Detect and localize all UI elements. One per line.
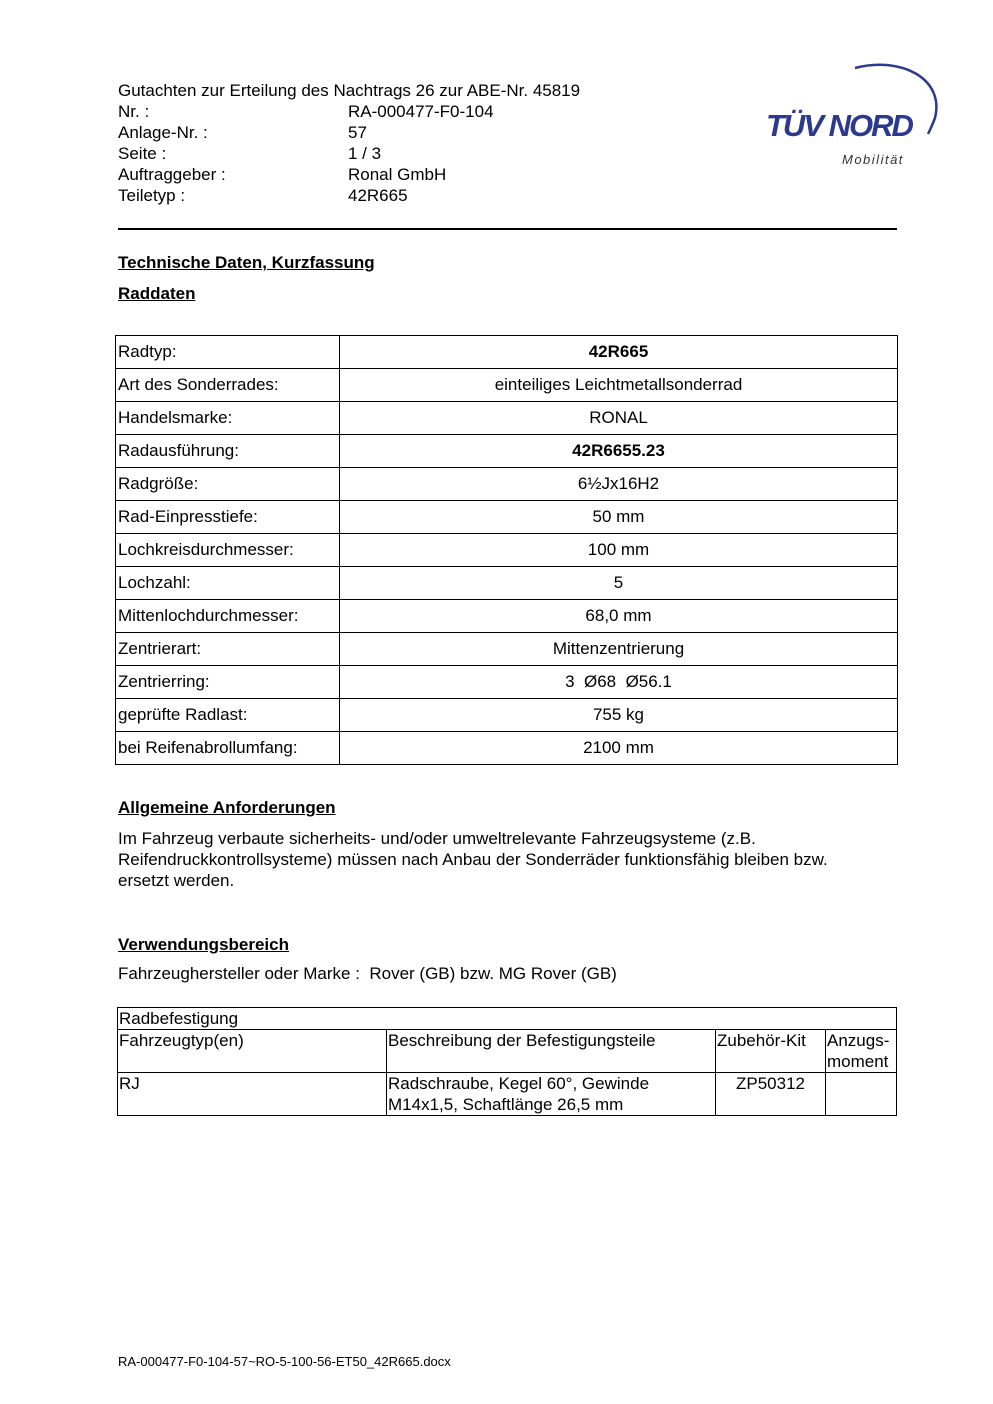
vehicle-type-cell: RJ bbox=[118, 1073, 387, 1116]
fix-table-title: Radbefestigung bbox=[118, 1008, 897, 1030]
header-label: Teiletyp : bbox=[118, 186, 186, 205]
table-row bbox=[118, 1073, 897, 1116]
table-row bbox=[116, 534, 898, 567]
spec-label: Lochkreisdurchmesser: bbox=[116, 534, 340, 567]
paragraph-line: Im Fahrzeug verbaute sicherheits- und/oder umweltrelevante Fahrzeugsysteme (z.B. bbox=[118, 829, 756, 848]
column-header: Anzugs- bbox=[827, 1031, 890, 1050]
header-row-auftraggeber bbox=[118, 164, 580, 185]
table-row bbox=[116, 369, 898, 402]
table-row bbox=[116, 336, 898, 369]
usage-value: : Rover (GB) bzw. MG Rover (GB) bbox=[355, 964, 617, 983]
spec-label: Mittenlochdurchmesser: bbox=[116, 600, 340, 633]
spec-label: Zentrierring: bbox=[116, 666, 340, 699]
spec-label: Radausführung: bbox=[116, 435, 340, 468]
table-header-row bbox=[118, 1030, 897, 1073]
description-line: M14x1,5, Schaftlänge 26,5 mm bbox=[388, 1095, 624, 1114]
logo-brand: TÜV NORD bbox=[766, 108, 912, 143]
spec-value: 100 mm bbox=[340, 534, 898, 567]
table-row bbox=[116, 468, 898, 501]
paragraph-line: ersetzt werden. bbox=[118, 871, 235, 890]
column-header: Beschreibung der Befestigungsteile bbox=[387, 1030, 716, 1073]
logo-subtitle: Mobilität bbox=[842, 152, 904, 167]
header-value: 1 / 3 bbox=[348, 144, 382, 163]
spec-label: Art des Sonderrades: bbox=[116, 369, 340, 402]
spec-value: 5 bbox=[340, 567, 898, 600]
wheel-fixing-table bbox=[117, 1007, 897, 1116]
spec-value: 755 kg bbox=[340, 699, 898, 732]
spec-value: 3 Ø68 Ø56.1 bbox=[340, 666, 898, 699]
spec-value: RONAL bbox=[340, 402, 898, 435]
tuv-nord-logo bbox=[760, 58, 940, 173]
spec-value: 42R6655.23 bbox=[340, 435, 898, 468]
document-header bbox=[118, 80, 580, 206]
header-label: Nr. : bbox=[118, 102, 150, 121]
wheel-spec-table bbox=[115, 335, 898, 765]
table-row bbox=[116, 567, 898, 600]
header-label: Auftraggeber : bbox=[118, 165, 226, 184]
spec-value: 2100 mm bbox=[340, 732, 898, 765]
table-row bbox=[116, 633, 898, 666]
fixing-description-cell bbox=[387, 1073, 716, 1116]
table-row bbox=[116, 699, 898, 732]
accessory-kit-cell: ZP50312 bbox=[716, 1073, 826, 1116]
torque-cell bbox=[826, 1073, 897, 1116]
header-label: Seite : bbox=[118, 144, 167, 163]
spec-label: geprüfte Radlast: bbox=[116, 699, 340, 732]
table-row bbox=[116, 501, 898, 534]
section-title-verwendung: Verwendungsbereich bbox=[118, 935, 289, 954]
allgemein-paragraph bbox=[118, 828, 908, 891]
spec-label: bei Reifenabrollumfang: bbox=[116, 732, 340, 765]
table-row bbox=[116, 402, 898, 435]
header-row-nr bbox=[118, 101, 580, 122]
header-row-teiletyp bbox=[118, 185, 580, 206]
spec-value: 6½Jx16H2 bbox=[340, 468, 898, 501]
section-title-tech: Technische Daten, Kurzfassung bbox=[118, 253, 375, 272]
usage-line bbox=[118, 964, 617, 984]
table-row bbox=[116, 732, 898, 765]
spec-value: 42R665 bbox=[340, 336, 898, 369]
usage-label: Fahrzeughersteller oder Marke bbox=[118, 964, 351, 983]
spec-label: Zentrierart: bbox=[116, 633, 340, 666]
column-header: Fahrzeugtyp(en) bbox=[118, 1030, 387, 1073]
document-title: Gutachten zur Erteilung des Nachtrags 26 zur ABE-Nr. 45819 bbox=[118, 81, 581, 100]
column-header-torque bbox=[826, 1030, 897, 1073]
spec-label: Rad-Einpresstiefe: bbox=[116, 501, 340, 534]
table-row bbox=[116, 600, 898, 633]
description-line: Radschraube, Kegel 60°, Gewinde bbox=[388, 1074, 650, 1093]
column-header: moment bbox=[827, 1052, 889, 1071]
column-header: Zubehör-Kit bbox=[716, 1030, 826, 1073]
header-label: Anlage-Nr. : bbox=[118, 123, 208, 142]
spec-value: Mittenzentrierung bbox=[340, 633, 898, 666]
table-row bbox=[118, 1008, 897, 1030]
table-row bbox=[116, 435, 898, 468]
header-row-seite bbox=[118, 143, 580, 164]
header-divider bbox=[118, 228, 897, 230]
spec-label: Radgröße: bbox=[116, 468, 340, 501]
table-row bbox=[116, 666, 898, 699]
header-value: Ronal GmbH bbox=[348, 165, 447, 184]
header-value: 42R665 bbox=[348, 186, 408, 205]
header-value: RA-000477-F0-104 bbox=[348, 102, 494, 121]
section-title-allgemein: Allgemeine Anforderungen bbox=[118, 798, 336, 817]
spec-label: Handelsmarke: bbox=[116, 402, 340, 435]
spec-value: 50 mm bbox=[340, 501, 898, 534]
header-row-anlage bbox=[118, 122, 580, 143]
spec-label: Lochzahl: bbox=[116, 567, 340, 600]
paragraph-line: Reifendruckkontrollsysteme) müssen nach Anbau der Sonderräder funktionsfähig bleiben bzw. bbox=[118, 850, 828, 869]
spec-label: Radtyp: bbox=[116, 336, 340, 369]
spec-value: einteiliges Leichtmetallsonderrad bbox=[340, 369, 898, 402]
header-value: 57 bbox=[348, 123, 367, 142]
footer-filename: RA-000477-F0-104-57~RO-5-100-56-ET50_42R665.docx bbox=[118, 1354, 451, 1369]
spec-value: 68,0 mm bbox=[340, 600, 898, 633]
section-title-raddaten: Raddaten bbox=[118, 284, 196, 303]
